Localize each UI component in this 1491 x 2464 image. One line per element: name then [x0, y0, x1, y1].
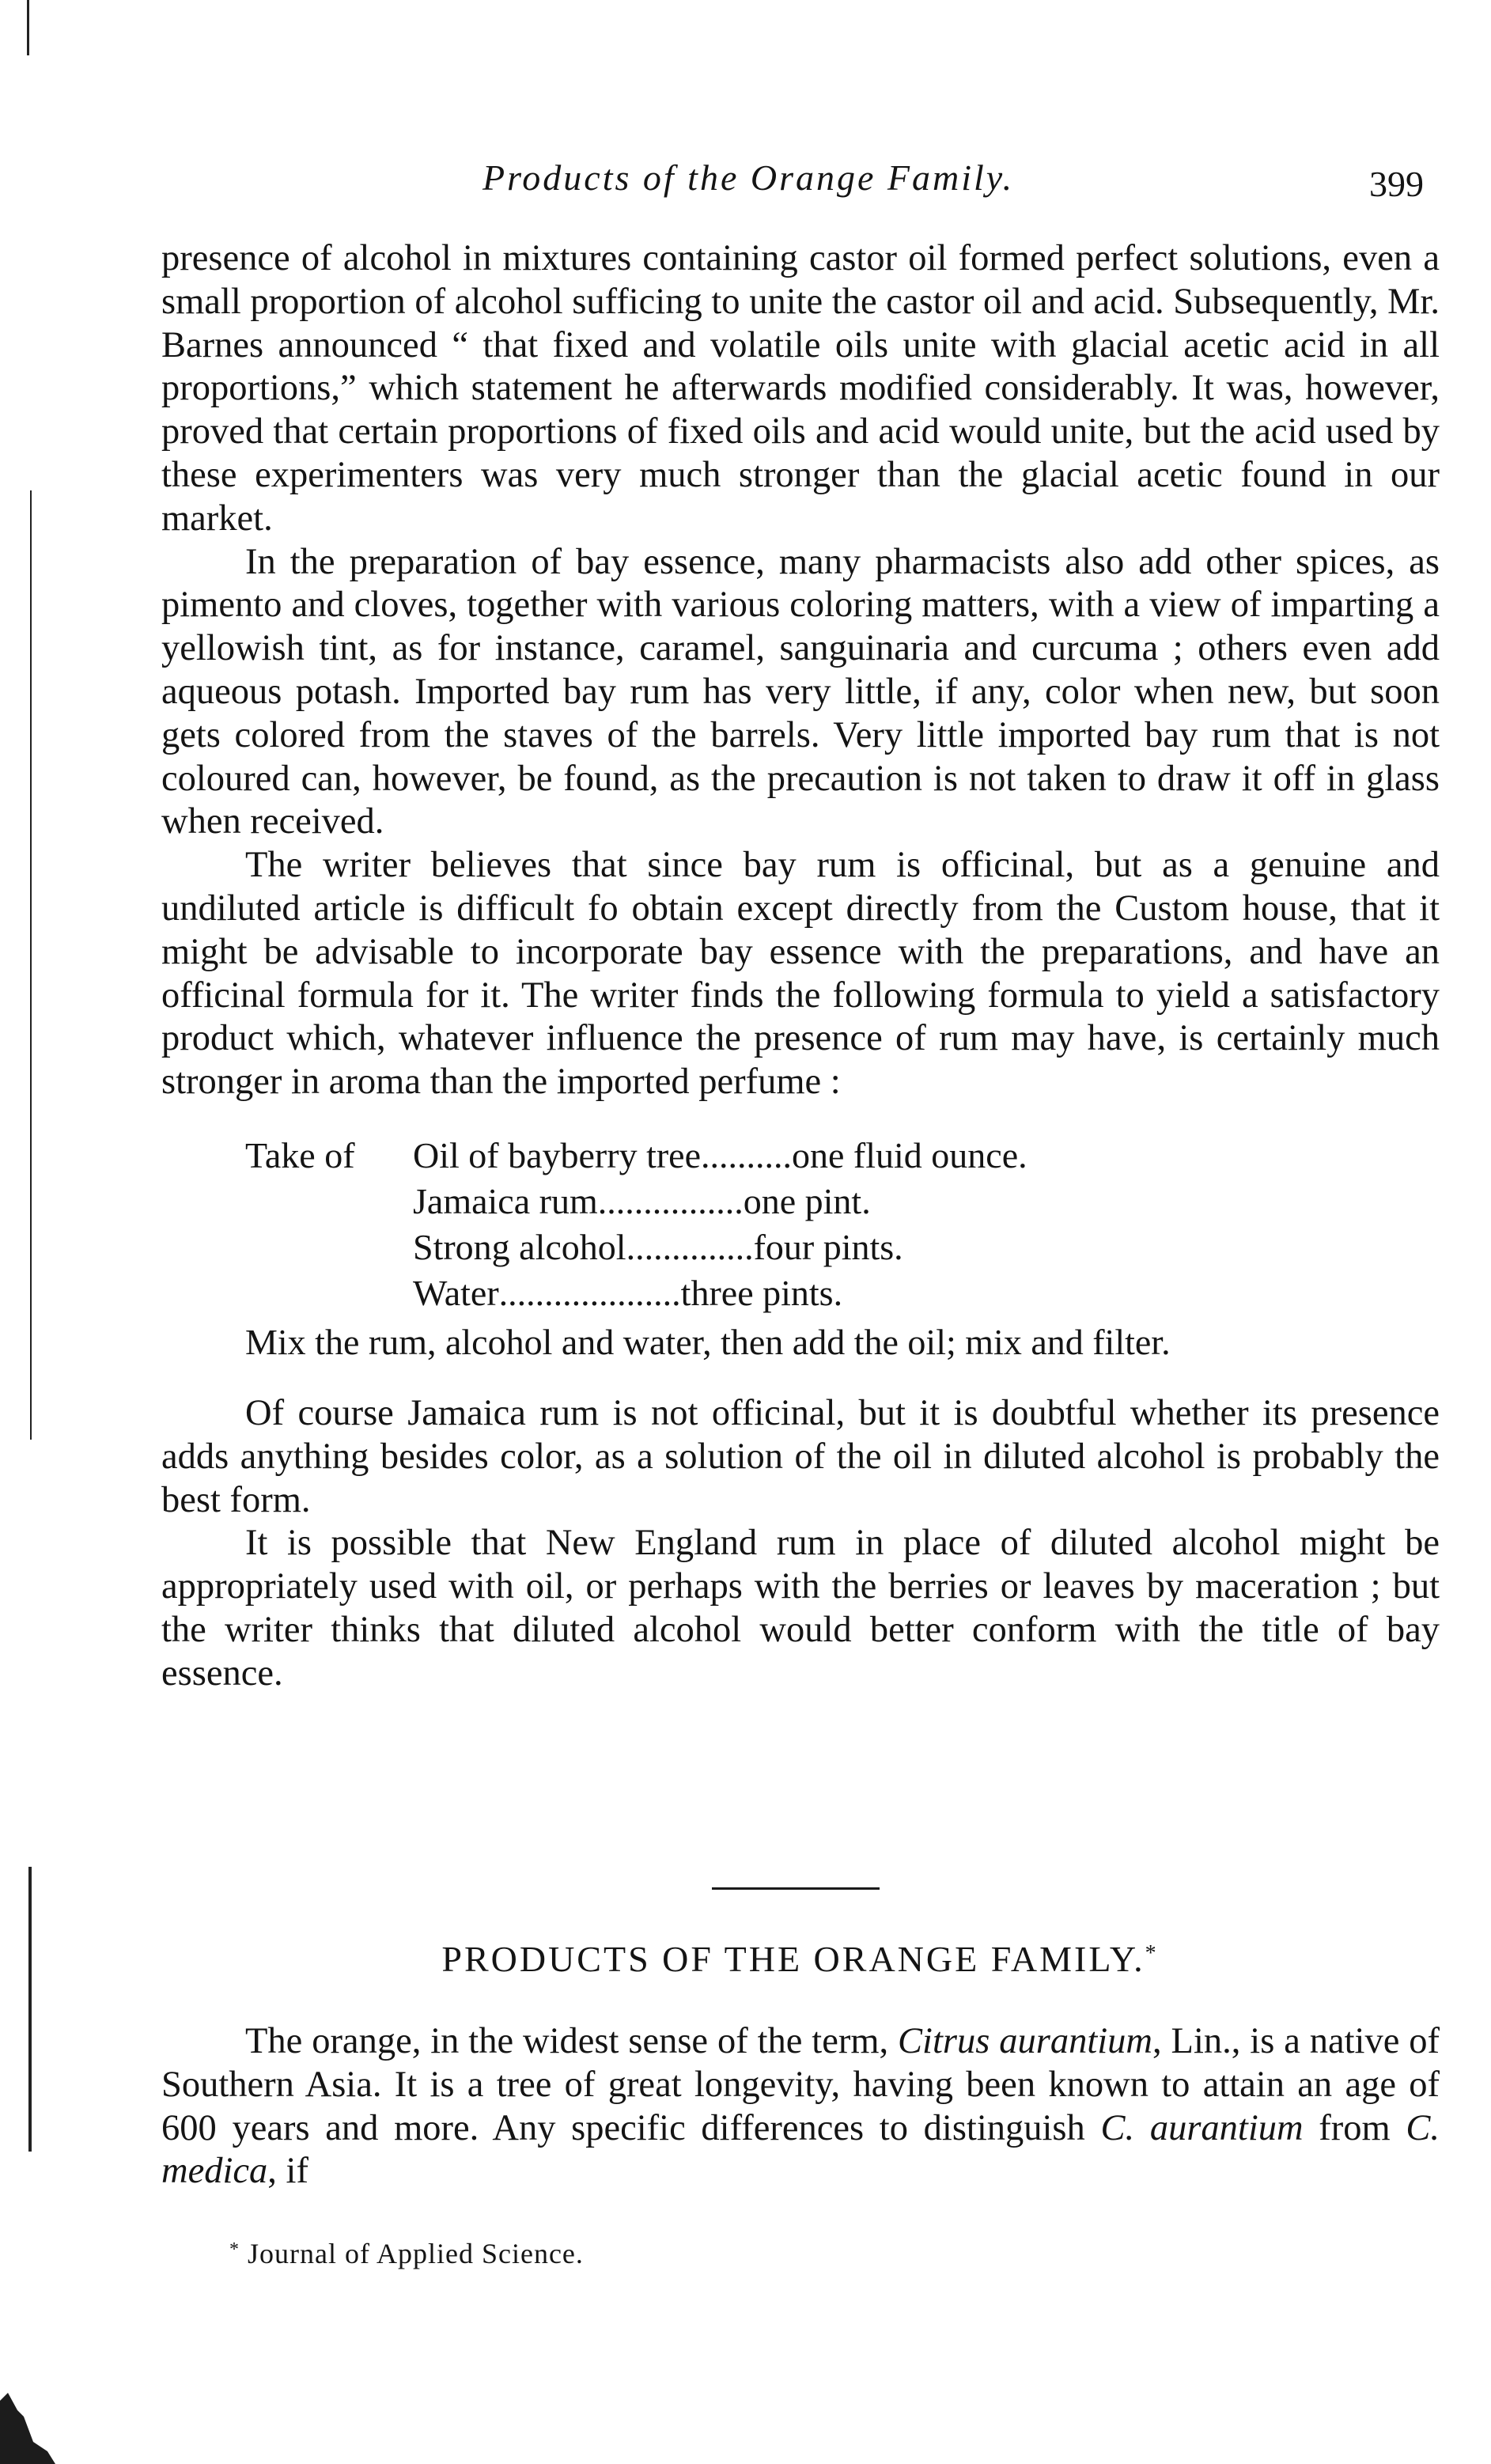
- scan-edge-mark: [30, 490, 32, 1440]
- footnote-text: Journal of Applied Science.: [248, 2238, 584, 2269]
- page-number: 399: [1369, 164, 1424, 204]
- paragraph: [161, 2020, 1440, 2193]
- footnote-reference-mark: *: [1145, 1941, 1156, 1966]
- formula-row: [161, 1270, 1440, 1316]
- formula-quantity: one pint.: [743, 1180, 871, 1221]
- running-head: [158, 157, 1440, 212]
- formula-ingredient: Strong alcohol: [413, 1226, 626, 1267]
- formula-ingredient: Oil of bayberry tree: [413, 1134, 702, 1175]
- formula-table: [161, 1133, 1440, 1316]
- main-text: [161, 237, 1440, 1696]
- formula-row: [161, 1224, 1440, 1270]
- text-run: , if: [267, 2151, 308, 2192]
- section-heading-text: PRODUCTS OF THE ORANGE FAMILY.: [441, 1939, 1145, 1979]
- formula-row: [161, 1179, 1440, 1224]
- formula-quantity: three pints.: [680, 1272, 843, 1313]
- section-heading: [158, 1938, 1440, 1980]
- formula-quantity: four pints.: [753, 1226, 903, 1267]
- formula-row: [161, 1133, 1440, 1179]
- text-run: from: [1303, 2107, 1406, 2148]
- formula-prefix: Take of: [245, 1134, 355, 1175]
- paragraph: It is possible that New England rum in place of diluted alcohol might be appropriately used with oil, or perhaps with the berries or leaves by maceration ; but the writer thinks that diluted alcohol would better conform with the title of bay essence.: [161, 1523, 1440, 1694]
- species-name: C. aurantium: [1100, 2107, 1304, 2148]
- section-body: [161, 2020, 1440, 2193]
- text-run: The orange, in the widest sense of the term,: [245, 2021, 899, 2061]
- footnote: [229, 2237, 584, 2270]
- scan-edge-mark: [28, 1867, 32, 2152]
- paragraph: Of course Jamaica rum is not officinal, but it is doubtful whether its presence adds anything besides color, as a solution of the oil in diluted alcohol is probably the best form.: [161, 1392, 1440, 1520]
- scan-corner-blot: [0, 2369, 71, 2464]
- species-name: Citrus aurantium: [898, 2021, 1153, 2061]
- formula-ingredient: Water: [413, 1272, 499, 1313]
- text-run: , Lin., is a native of Southern Asia. It is a tree of great longevity, having been known to attain an age of 600 years and more. Any specific differences to distinguish: [161, 2021, 1440, 2148]
- paragraph: In the preparation of bay essence, many pharmacists also add other spices, as pimento and cloves, together with various coloring matters, with a view of imparting a yellowish tint, as for instance, caramel, sanguinaria and curcuma ; others even add aqueous potash. Imported bay rum has very little, if any, color when new, but soon gets colored from the staves of the barrels. Very little imported bay rum that is not coloured can, however, be found, as the precaution is not taken to draw it off in glass when received.: [161, 541, 1440, 842]
- formula-instruction: Mix the rum, alcohol and water, then add the oil; mix and filter.: [245, 1321, 1171, 1362]
- leader-dots: ..........: [701, 1134, 793, 1175]
- running-title: Products of the Orange Family.: [482, 157, 1015, 198]
- species-name: C. medica: [161, 2107, 1440, 2192]
- formula-ingredient: Jamaica rum: [413, 1180, 598, 1221]
- scan-edge-mark: [27, 0, 29, 55]
- formula-quantity: one fluid ounce.: [792, 1134, 1027, 1175]
- footnote-mark: *: [229, 2239, 240, 2260]
- paragraph: The writer believes that since bay rum is officinal, but as a genuine and undiluted article is difficult fo obtain except directly from the Custom house, that it might be advisable to incorporate bay essence with the preparations, and have an officinal formula for it. The writer finds the following formula to yield a satisfactory product which, whatever influence the presence of rum may have, is certainly much stronger in aroma than the imported perfume :: [161, 845, 1440, 1103]
- leader-dots: ................: [597, 1180, 744, 1221]
- leader-dots: ..............: [626, 1226, 754, 1267]
- paragraph: presence of alcohol in mixtures containing castor oil formed perfect solutions, even a small proportion of alcohol sufficing to unite the castor oil and acid. Subsequently, Mr. Barnes announced “ that fixed and volatile oils unite with glacial acetic acid in all proportions,” which statement he afterwards modified considerably. It was, however, proved that certain proportions of fixed oils and acid would unite, but the acid used by these experimenters was very much stronger than the glacial acetic found in our market.: [161, 238, 1440, 539]
- section-divider: [712, 1887, 880, 1890]
- leader-dots: ....................: [498, 1272, 681, 1313]
